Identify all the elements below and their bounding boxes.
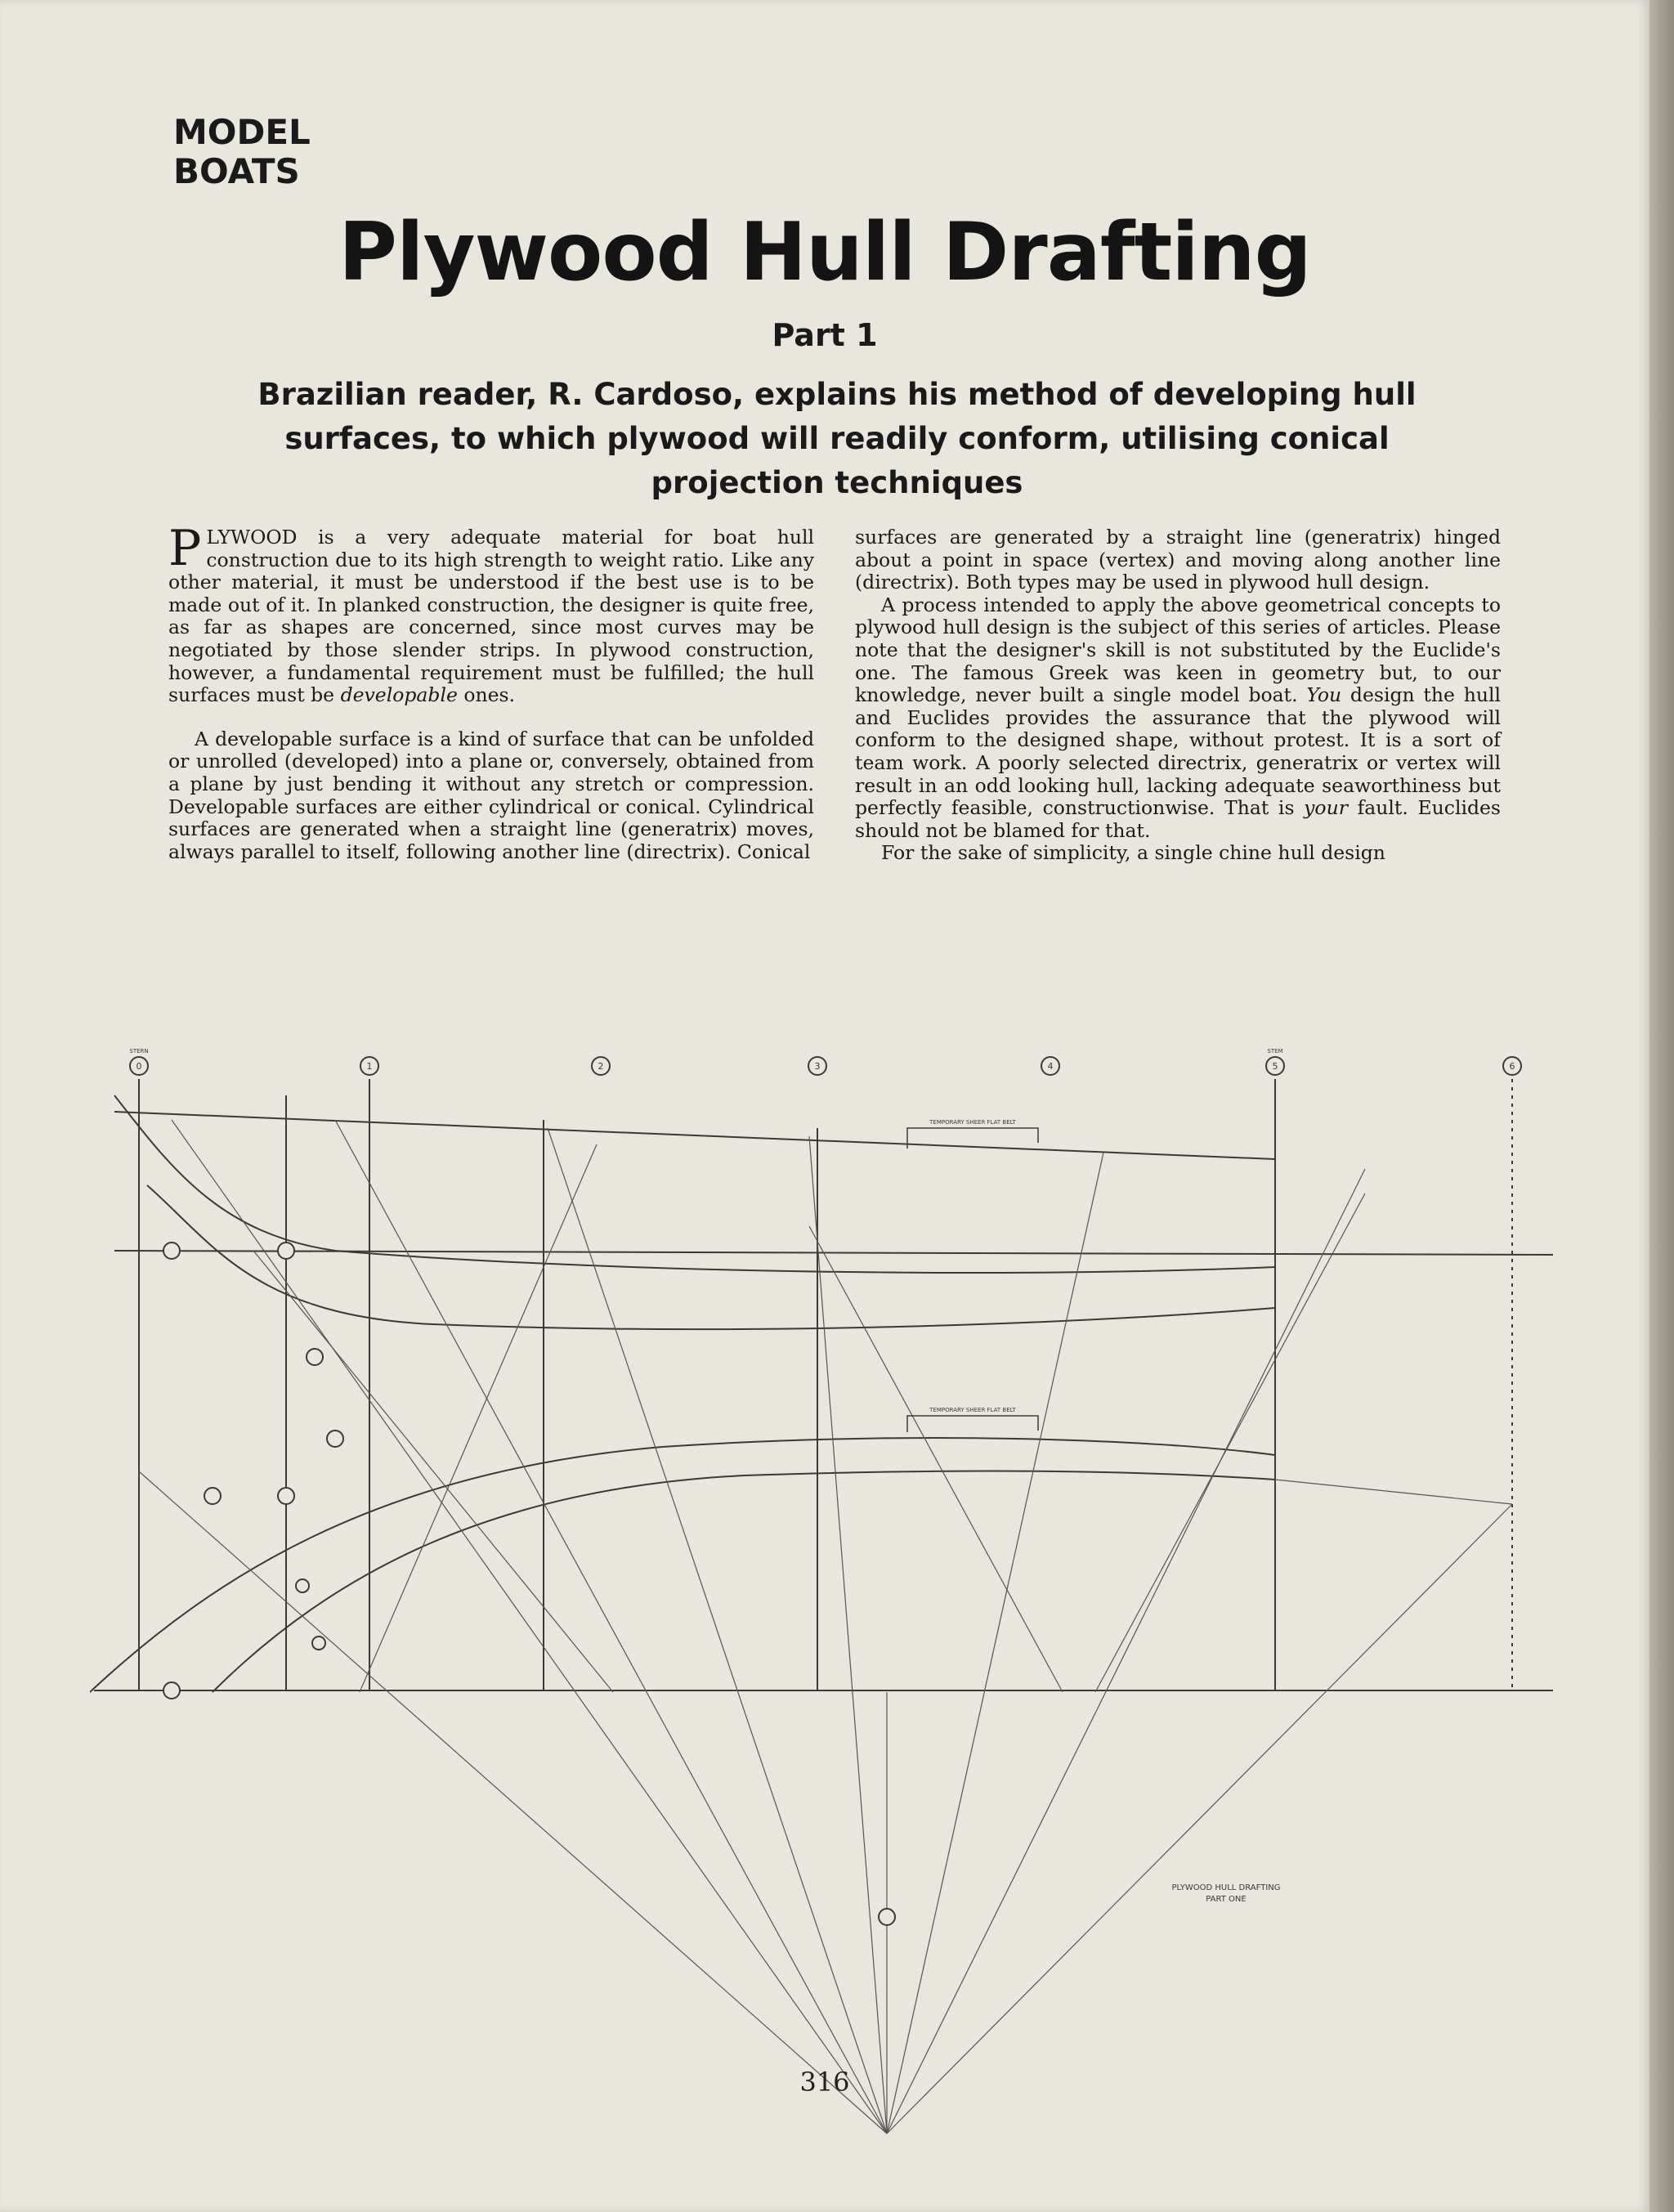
station-number: 4: [1047, 1061, 1054, 1072]
reference-circle: [307, 1349, 323, 1365]
station-number: 3: [814, 1061, 821, 1072]
hull-drafting-diagram: [90, 1046, 1561, 2150]
paragraph-2: A developable surface is a kind of surface that can be unfolded or unrolled (developed) into a plane or, conversely, obtained from a plane by just bending it without any stretch or compression. Developable surfaces are either cylindrical or conical. Cylindrical surfaces are generated when a straight line (generatrix) moves, always parallel to itself, following another line (directrix). Conical: [168, 727, 814, 863]
paragraph-4-text-c: fault. Euclides should not be blamed for that.: [855, 796, 1501, 842]
paragraph-4-text-b: design the hull and Euclides provides the assurance that the plywood will conform to the designed shape, without protest. It is a sort of team work. A poorly selected directrix, generatrix or vertex will result in an odd looking hull, lacking adequate seaworthiness but perfectly feasible, constructionwise. That is: [855, 683, 1501, 820]
construction-ray: [1275, 1480, 1512, 1504]
flat-belt-bracket-lower: [907, 1416, 1038, 1432]
paragraph-4-emphasis-1: You: [1306, 683, 1342, 707]
drawing-caption-line-1: PLYWOOD HULL DRAFTING: [1171, 1883, 1281, 1892]
reference-circle: [204, 1488, 221, 1504]
reference-circle: [163, 1682, 180, 1699]
paragraph-1-end: ones.: [457, 683, 516, 707]
stem-label: STEM: [1267, 1048, 1283, 1055]
reference-circle: [327, 1431, 343, 1447]
kicker-line-2: BOATS: [173, 151, 300, 191]
construction-ray: [172, 1120, 887, 2134]
reference-circle: [278, 1243, 294, 1259]
article-part: Part 1: [772, 317, 878, 353]
paragraph-3: surfaces are generated by a straight line (generatrix) hinged about a point in space (vertex) and moving along another line (directrix). Both types may be used in plywood hull design.: [855, 526, 1501, 594]
kicker-line-1: MODEL: [173, 112, 311, 152]
construction-ray: [887, 1504, 1512, 2134]
article-title: Plywood Hull Drafting: [338, 206, 1311, 299]
flat-belt-label-lower: TEMPORARY SHEER FLAT BELT: [929, 1407, 1016, 1413]
station-number: 1: [366, 1061, 373, 1072]
text-column-left: [168, 520, 814, 863]
station-number: 2: [598, 1061, 604, 1072]
station-number: 5: [1272, 1061, 1278, 1072]
paragraph-4-emphasis-2: your: [1304, 796, 1348, 820]
station-number: 6: [1509, 1061, 1515, 1072]
page-number: 316: [799, 2066, 850, 2098]
station-number: 0: [136, 1061, 142, 1072]
paragraph-5: For the sake of simplicity, a single chine hull design: [881, 841, 1385, 865]
sheer-curve-profile: [90, 1438, 1275, 1692]
paragraph-1-text: LYWOOD is a very adequate material for boat hull construction due to its high strength to weight ratio. Like any other material, it must be understood if the best use is to be made out of it. In planked construction, the designer is quite free, as far as shapes are concerned, since most curves may be negotiated by those slender strips. In plywood construction, however, a fundamental requirement must be fulfilled; the hull surfaces must be: [168, 526, 814, 707]
sheer-plan-line: [114, 1112, 1275, 1159]
text-column-right: [855, 526, 1501, 865]
drop-cap: P: [168, 520, 202, 577]
construction-ray: [548, 1128, 887, 2134]
centerline: [114, 1251, 1553, 1255]
construction-ray: [253, 1251, 613, 1692]
stern-label: STERN: [129, 1048, 149, 1055]
vertex-marker: [879, 1909, 895, 1925]
reference-circle: [312, 1637, 325, 1650]
construction-ray: [887, 1169, 1365, 2134]
chine-curve-profile: [213, 1471, 1275, 1692]
drawing-caption-line-2: PART ONE: [1206, 1895, 1247, 1904]
reference-circle: [296, 1579, 309, 1592]
reference-circle: [278, 1488, 294, 1504]
paragraph-4-text-a: A process intended to apply the above geometrical concepts to plywood hull design is the subject of this series of articles. Please note that the designer's skill is not substituted by the Euclide's one. The famous Greek was keen in geometry but, to our knowledge, never built a single model boat.: [855, 593, 1501, 707]
construction-ray: [809, 1136, 887, 2134]
sheer-curve-plan: [147, 1185, 1275, 1329]
paragraph-4: [855, 594, 1501, 843]
article-deck: Brazilian reader, R. Cardoso, explains his method of developing hull surfaces, to which plywood will readily conform, utilising conical projection techniques: [257, 377, 1417, 500]
section-kicker: [173, 113, 311, 191]
paragraph-1: [168, 520, 814, 707]
paragraph-1-emphasis: developable: [340, 683, 458, 707]
reference-circle: [163, 1243, 180, 1259]
page-edge: [1649, 0, 1674, 2212]
flat-belt-label-upper: TEMPORARY SHEER FLAT BELT: [929, 1119, 1016, 1126]
construction-ray: [360, 1144, 597, 1692]
construction-ray: [887, 1153, 1103, 2134]
